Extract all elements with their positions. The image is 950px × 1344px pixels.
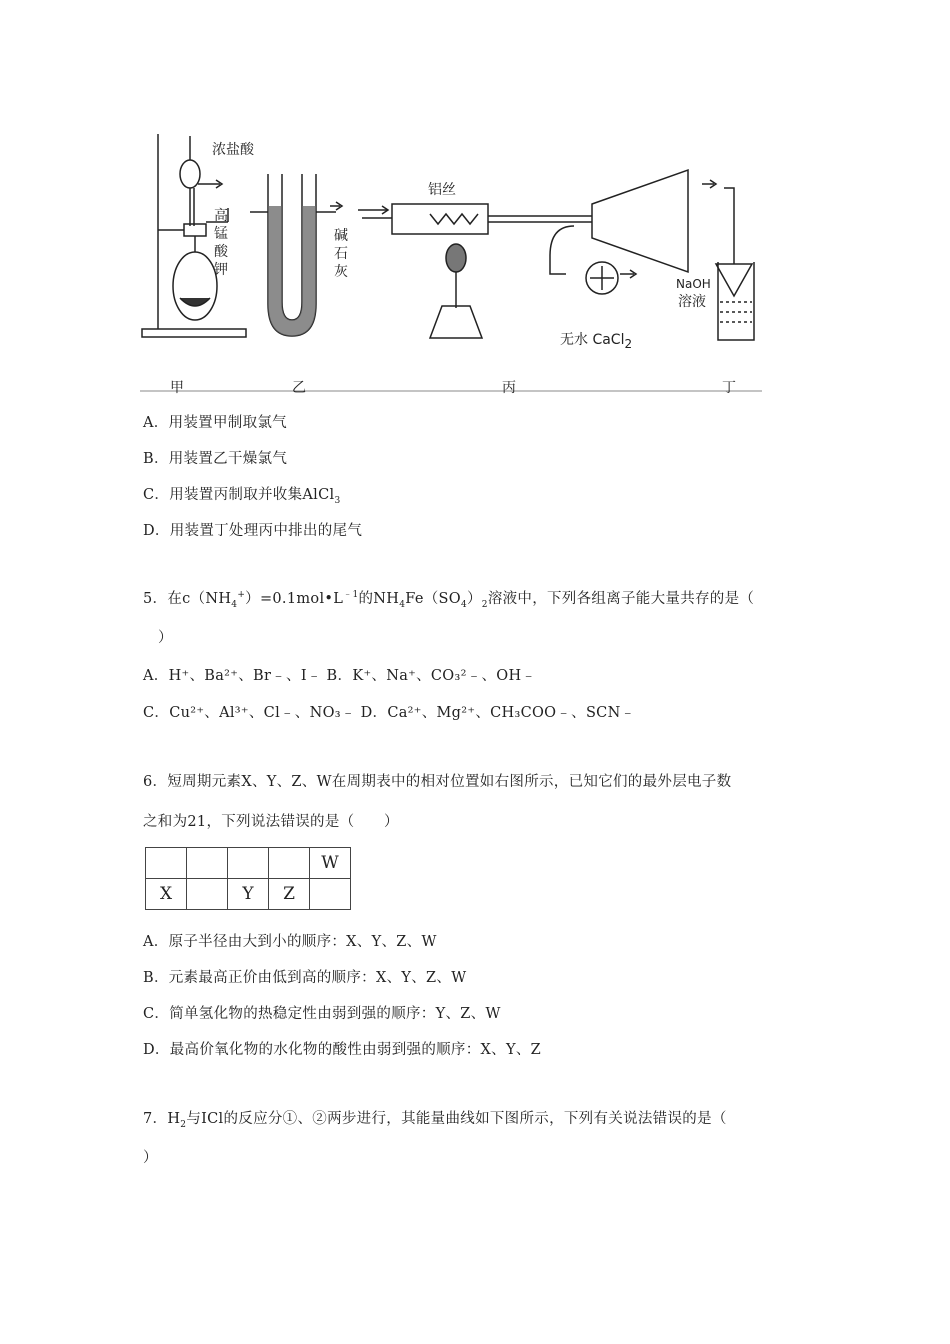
q5-options-cd: C．Cu²⁺、Al³⁺、Cl﹣、NO₃﹣ D．Ca²⁺、Mg²⁺、CH₃COO﹣、SCN﹣ [143,705,636,721]
device-ding [702,180,754,340]
q6-option-d: D．最高价氧化物的水化物的酸性由弱到强的顺序：X、Y、Z [143,1042,541,1058]
q4-option-c: C．用装置丙制取并收集AlCl$_3$ [143,487,341,506]
q5-options-ab: A．H⁺、Ba²⁺、Br﹣、I﹣ B．K⁺、Na⁺、CO₃²﹣、OH﹣ [143,668,537,684]
label-cacl2: 无水 CaCl2 [560,332,633,351]
label-kmno4-3: 酸 [214,244,228,260]
q5-stem-close: ） [158,630,173,646]
device-name-jia: 甲 [170,380,184,396]
device-yi [250,174,342,336]
apparatus-figure [140,126,762,396]
q6-stem-line2: 之和为21，下列说法错误的是（ ） [143,814,399,830]
label-sodalime-1: 碱 [334,228,348,244]
device-name-bing: 丙 [502,380,516,396]
cell [187,879,228,910]
label-kmno4-2: 锰 [214,226,228,242]
label-naoh-1: NaOH [676,277,711,291]
cell-z: Z [269,879,310,910]
cell-x: X [146,879,187,910]
q7-stem-close: ） [143,1150,158,1166]
label-sodalime-3: 灰 [334,264,348,280]
q6-option-b: B．元素最高正价由低到高的顺序：X、Y、Z、W [143,970,467,986]
cell-y: Y [228,879,269,910]
q4-option-d: D．用装置丁处理丙中排出的尾气 [143,523,363,539]
cell [146,848,187,879]
device-name-yi: 乙 [292,380,306,396]
q5-stem: 5．在$c(NH_4^+)=0.1mol•L^{﹣1}$的$NH_4Fe(SO_4)_2$溶液中，下列各组离子能大量共存的是（ [143,590,755,610]
cell [269,848,310,879]
periodic-table-fragment [145,847,351,910]
label-kmno4-1: 高 [214,208,228,224]
q4-option-b: B．用装置乙干燥氯气 [143,451,288,467]
device-bing [358,170,688,338]
label-al-wire: 铝丝 [428,182,456,198]
cell-w: W [310,848,351,879]
label-naoh-2: 溶液 [678,294,706,310]
label-conc-hcl: 浓盐酸 [212,142,254,158]
cell [187,848,228,879]
label-sodalime-2: 石 [334,246,348,262]
q6-option-a: A．原子半径由大到小的顺序：X、Y、Z、W [143,934,437,950]
label-kmno4-4: 钾 [214,262,228,278]
cell [310,879,351,910]
q6-stem-line1: 6．短周期元素X、Y、Z、W在周期表中的相对位置如右图所示，已知它们的最外层电子数 [143,774,732,790]
q4-option-a: A．用装置甲制取氯气 [143,415,287,431]
q7-stem: 7．$H_2$与ICl的反应分①、②两步进行，其能量曲线如下图所示，下列有关说法错误的是（ [143,1111,727,1130]
device-name-ding: 丁 [722,380,736,396]
q6-option-c: C．简单氢化物的热稳定性由弱到强的顺序：Y、Z、W [143,1006,501,1022]
device-jia [142,134,246,337]
cell [228,848,269,879]
